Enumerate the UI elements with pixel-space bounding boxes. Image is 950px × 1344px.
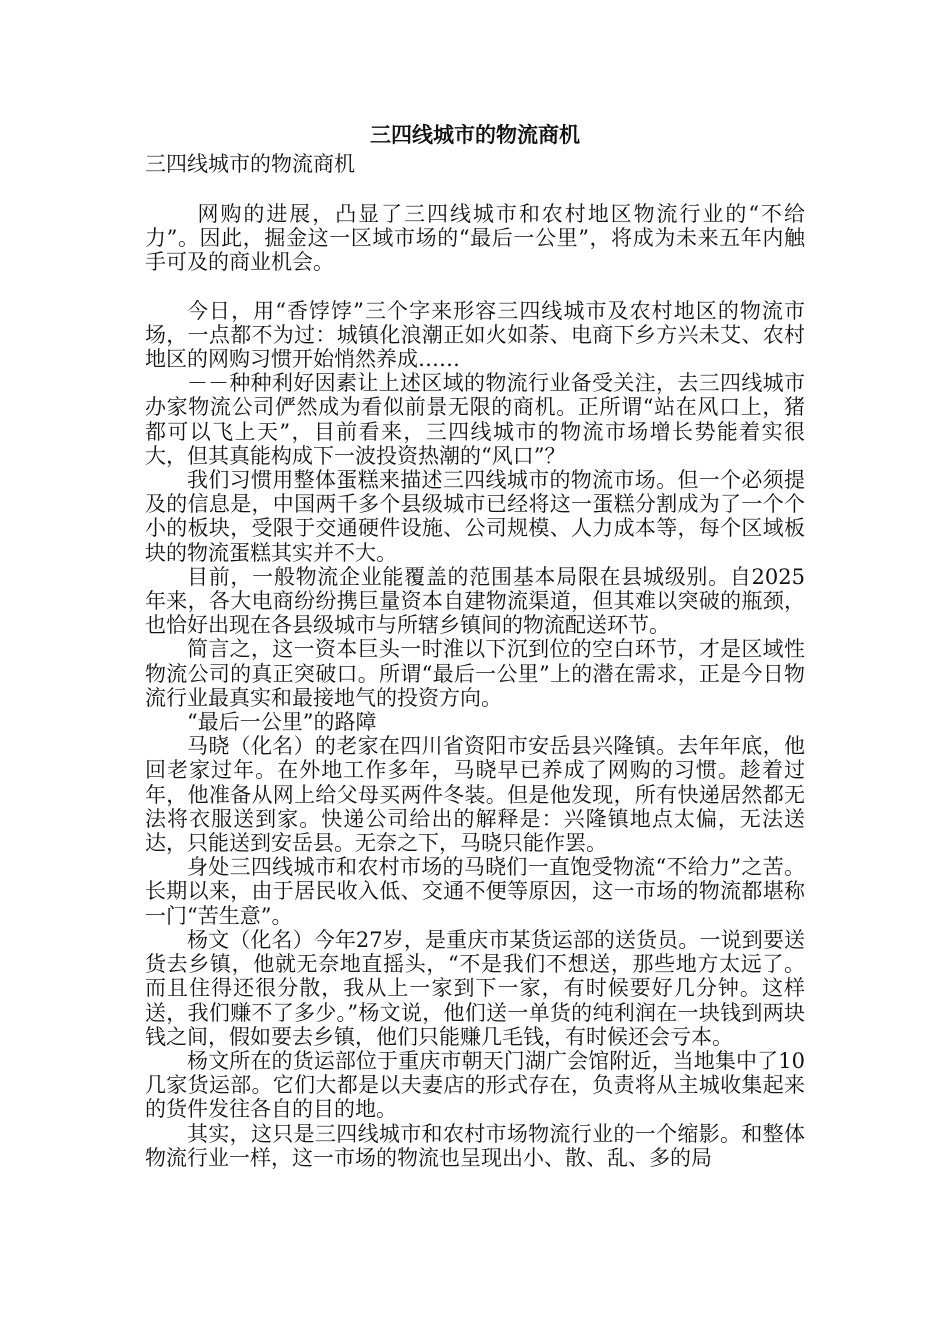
paragraph: 身处三四线城市和农村市场的马晓们一直饱受物流“不给力”之苦。长期以来，由于居民收入低、交通不便等原因，这一市场的物流都堪称一门“苦生意”。 <box>145 855 805 928</box>
paragraph: 今日，用“香饽饽”三个字来形容三四线城市及农村地区的物流市场，一点都不为过：城镇化浪潮正如火如荼、电商下乡方兴未艾、农村地区的网购习惯开始悄然养成…… <box>145 298 805 372</box>
document-page <box>145 120 805 1170</box>
blank-line <box>145 178 805 202</box>
paragraph: －－种种利好因素让上述区域的物流行业备受关注，去三四线城市办家物流公司俨然成为看似前景无限的商机。正所谓“站在风口上，猪都可以飞上天”，目前看来，三四线城市的物流市场增长势能着实很大，但其真能构成下一波投资热潮的“风口”？ <box>145 371 805 468</box>
paragraph: 杨文（化名）今年27岁，是重庆市某货运部的送货员。一说到要送货去乡镇，他就无奈地直摇头，“不是我们不想送，那些地方太远了。而且住得还很分散，我从上一家到下一家，有时候要好几分钟。这样送，我们赚不了多少。”杨文说，他们送一单货的纯利润在一块钱到两块钱之间，假如要去乡镇，他们只能赚几毛钱，有时候还会亏本。 <box>145 927 805 1049</box>
paragraph: 其实，这只是三四线城市和农村市场物流行业的一个缩影。和整体物流行业一样，这一市场的物流也呈现出小、散、乱、多的局 <box>145 1121 805 1170</box>
paragraph-intro: 网购的进展，凸显了三四线城市和农村地区物流行业的“不给力”。因此，掘金这一区域市场的“最后一公里”，将成为未来五年内触手可及的商业机会。 <box>145 202 805 275</box>
document-subtitle: 三四线城市的物流商机 <box>145 152 355 176</box>
paragraph: 目前，一般物流企业能覆盖的范围基本局限在县城级别。自2025年来，各大电商纷纷携巨量资本自建物流渠道，但其难以突破的瓶颈，也恰好出现在各县级城市与所辖乡镇间的物流配送环节。 <box>145 564 805 638</box>
paragraph: 杨文所在的货运部位于重庆市朝天门湖广会馆附近，当地集中了10几家货运部。它们大都是以夫妻店的形式存在，负责将从主城收集起来的货件发往各自的目的地。 <box>145 1048 805 1122</box>
section-heading: “最后一公里”的路障 <box>187 710 377 735</box>
paragraph: 马晓（化名）的老家在四川省资阳市安岳县兴隆镇。去年年底，他回老家过年。在外地工作多年，马晓早已养成了网购的习惯。趁着过年，他准备从网上给父母买两件冬装。但是他发现，所有快递居然都无法将衣服送到家。快递公司给出的解释是：兴隆镇地点太偏，无法送达，只能送到安岳县。无奈之下，马晓只能作罢。 <box>145 734 805 856</box>
paragraph: 简言之，这一资本巨头一时淮以下沉到位的空白环节，才是区域性物流公司的真正突破口。所谓“最后一公里”上的潜在需求，正是今日物流行业最真实和最接地气的投资方向。 <box>145 637 805 710</box>
paragraph: 我们习惯用整体蛋糕来描述三四线城市的物流市场。但一个必须提及的信息是，中国两千多个县级城市已经将这一蛋糕分割成为了一个个小的板块，受限于交通硬件设施、公司规模、人力成本等，每个区域板块的物流蛋糕其实并不大。 <box>145 468 805 565</box>
document-title: 三四线城市的物流商机 <box>370 122 580 147</box>
